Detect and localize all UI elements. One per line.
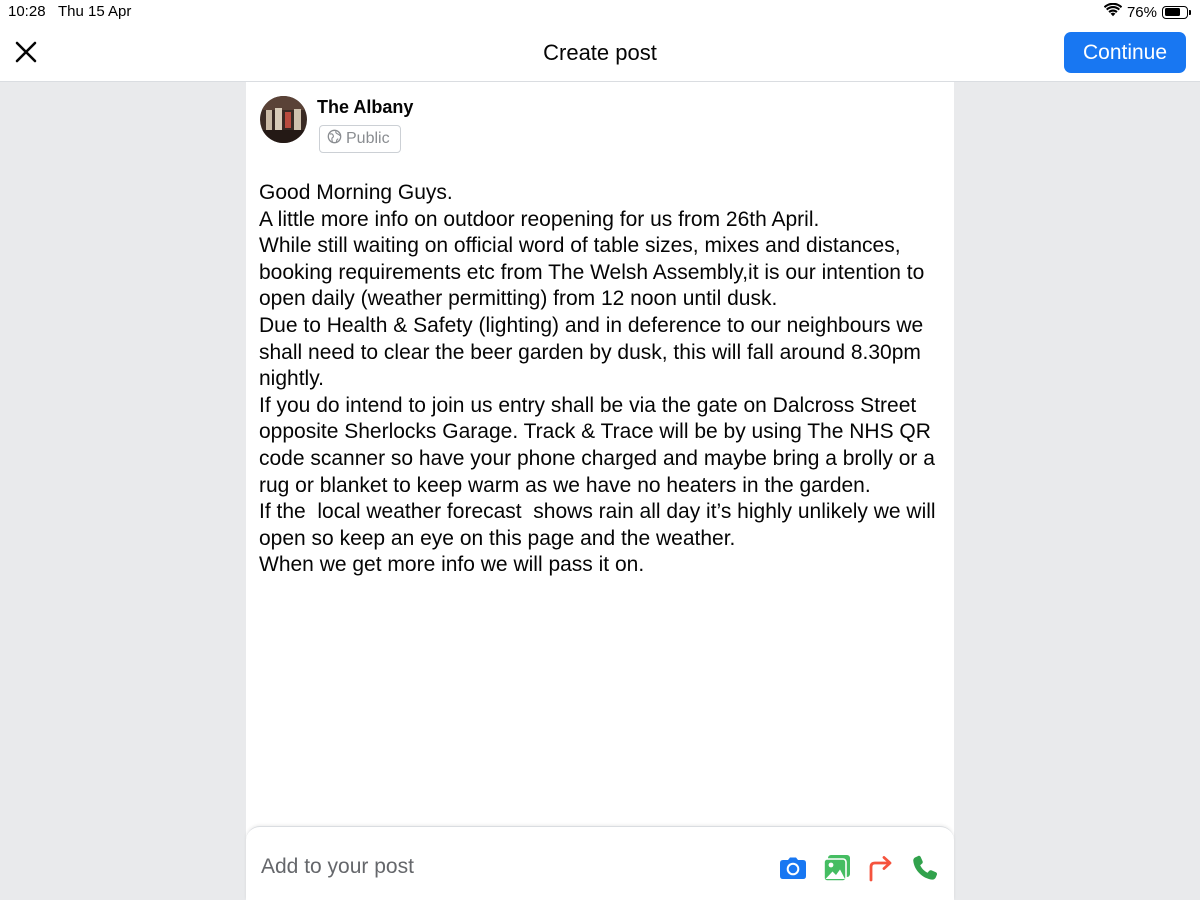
- battery-icon: [1162, 6, 1188, 19]
- status-date: Thu 15 Apr: [58, 3, 132, 20]
- add-to-post-bar[interactable]: [246, 826, 954, 900]
- photo-icon[interactable]: [822, 853, 852, 883]
- battery-percent: 76%: [1126, 3, 1157, 21]
- audience-label: Public: [346, 130, 390, 147]
- audience-selector[interactable]: [319, 125, 401, 153]
- post-composer: [246, 82, 954, 900]
- wifi-icon: [1104, 3, 1122, 21]
- add-to-post-icons: [778, 853, 940, 883]
- page-name: The Albany: [317, 97, 414, 117]
- camera-icon[interactable]: [778, 853, 808, 883]
- page-title: Create post: [543, 40, 657, 65]
- continue-button[interactable]: Continue: [1064, 32, 1186, 73]
- avatar[interactable]: [260, 96, 307, 143]
- nav-bar: [0, 24, 1200, 82]
- phone-icon[interactable]: [910, 853, 940, 883]
- status-time: 10:28: [8, 3, 46, 20]
- status-bar: [0, 0, 1200, 24]
- battery-level: [1165, 8, 1181, 16]
- add-to-post-label: Add to your post: [261, 855, 414, 878]
- globe-icon: [327, 129, 342, 149]
- status-indicators: [1104, 3, 1188, 21]
- share-icon[interactable]: [866, 853, 896, 883]
- post-text-area[interactable]: Good Morning Guys. A little more info on outdoor reopening for us from 26th April. While still waiting on official word of table sizes, mixes and distances, booking requirements etc from The Welsh Assembly,it is our intention to open daily (weather permitting) from 12 noon until dusk. Due to Health & Safety (lighting) and in deference to our neighbours we shall need to clear the beer garden by dusk, this will fall around 8.30pm nightly. If you do intend to join us entry shall be via the gate on Dalcross Street opposite Sherlocks Garage. Track & Trace will be by using The NHS QR code scanner so have your phone charged and maybe bring a brolly or a rug or blanket to keep warm as we have no heaters in the garden. If the local weather forecast shows rain all day it’s highly unlikely we will open so keep an eye on this page and the weather. When we get more info we will pass it on.: [259, 181, 936, 577]
- battery-tip: [1189, 10, 1192, 15]
